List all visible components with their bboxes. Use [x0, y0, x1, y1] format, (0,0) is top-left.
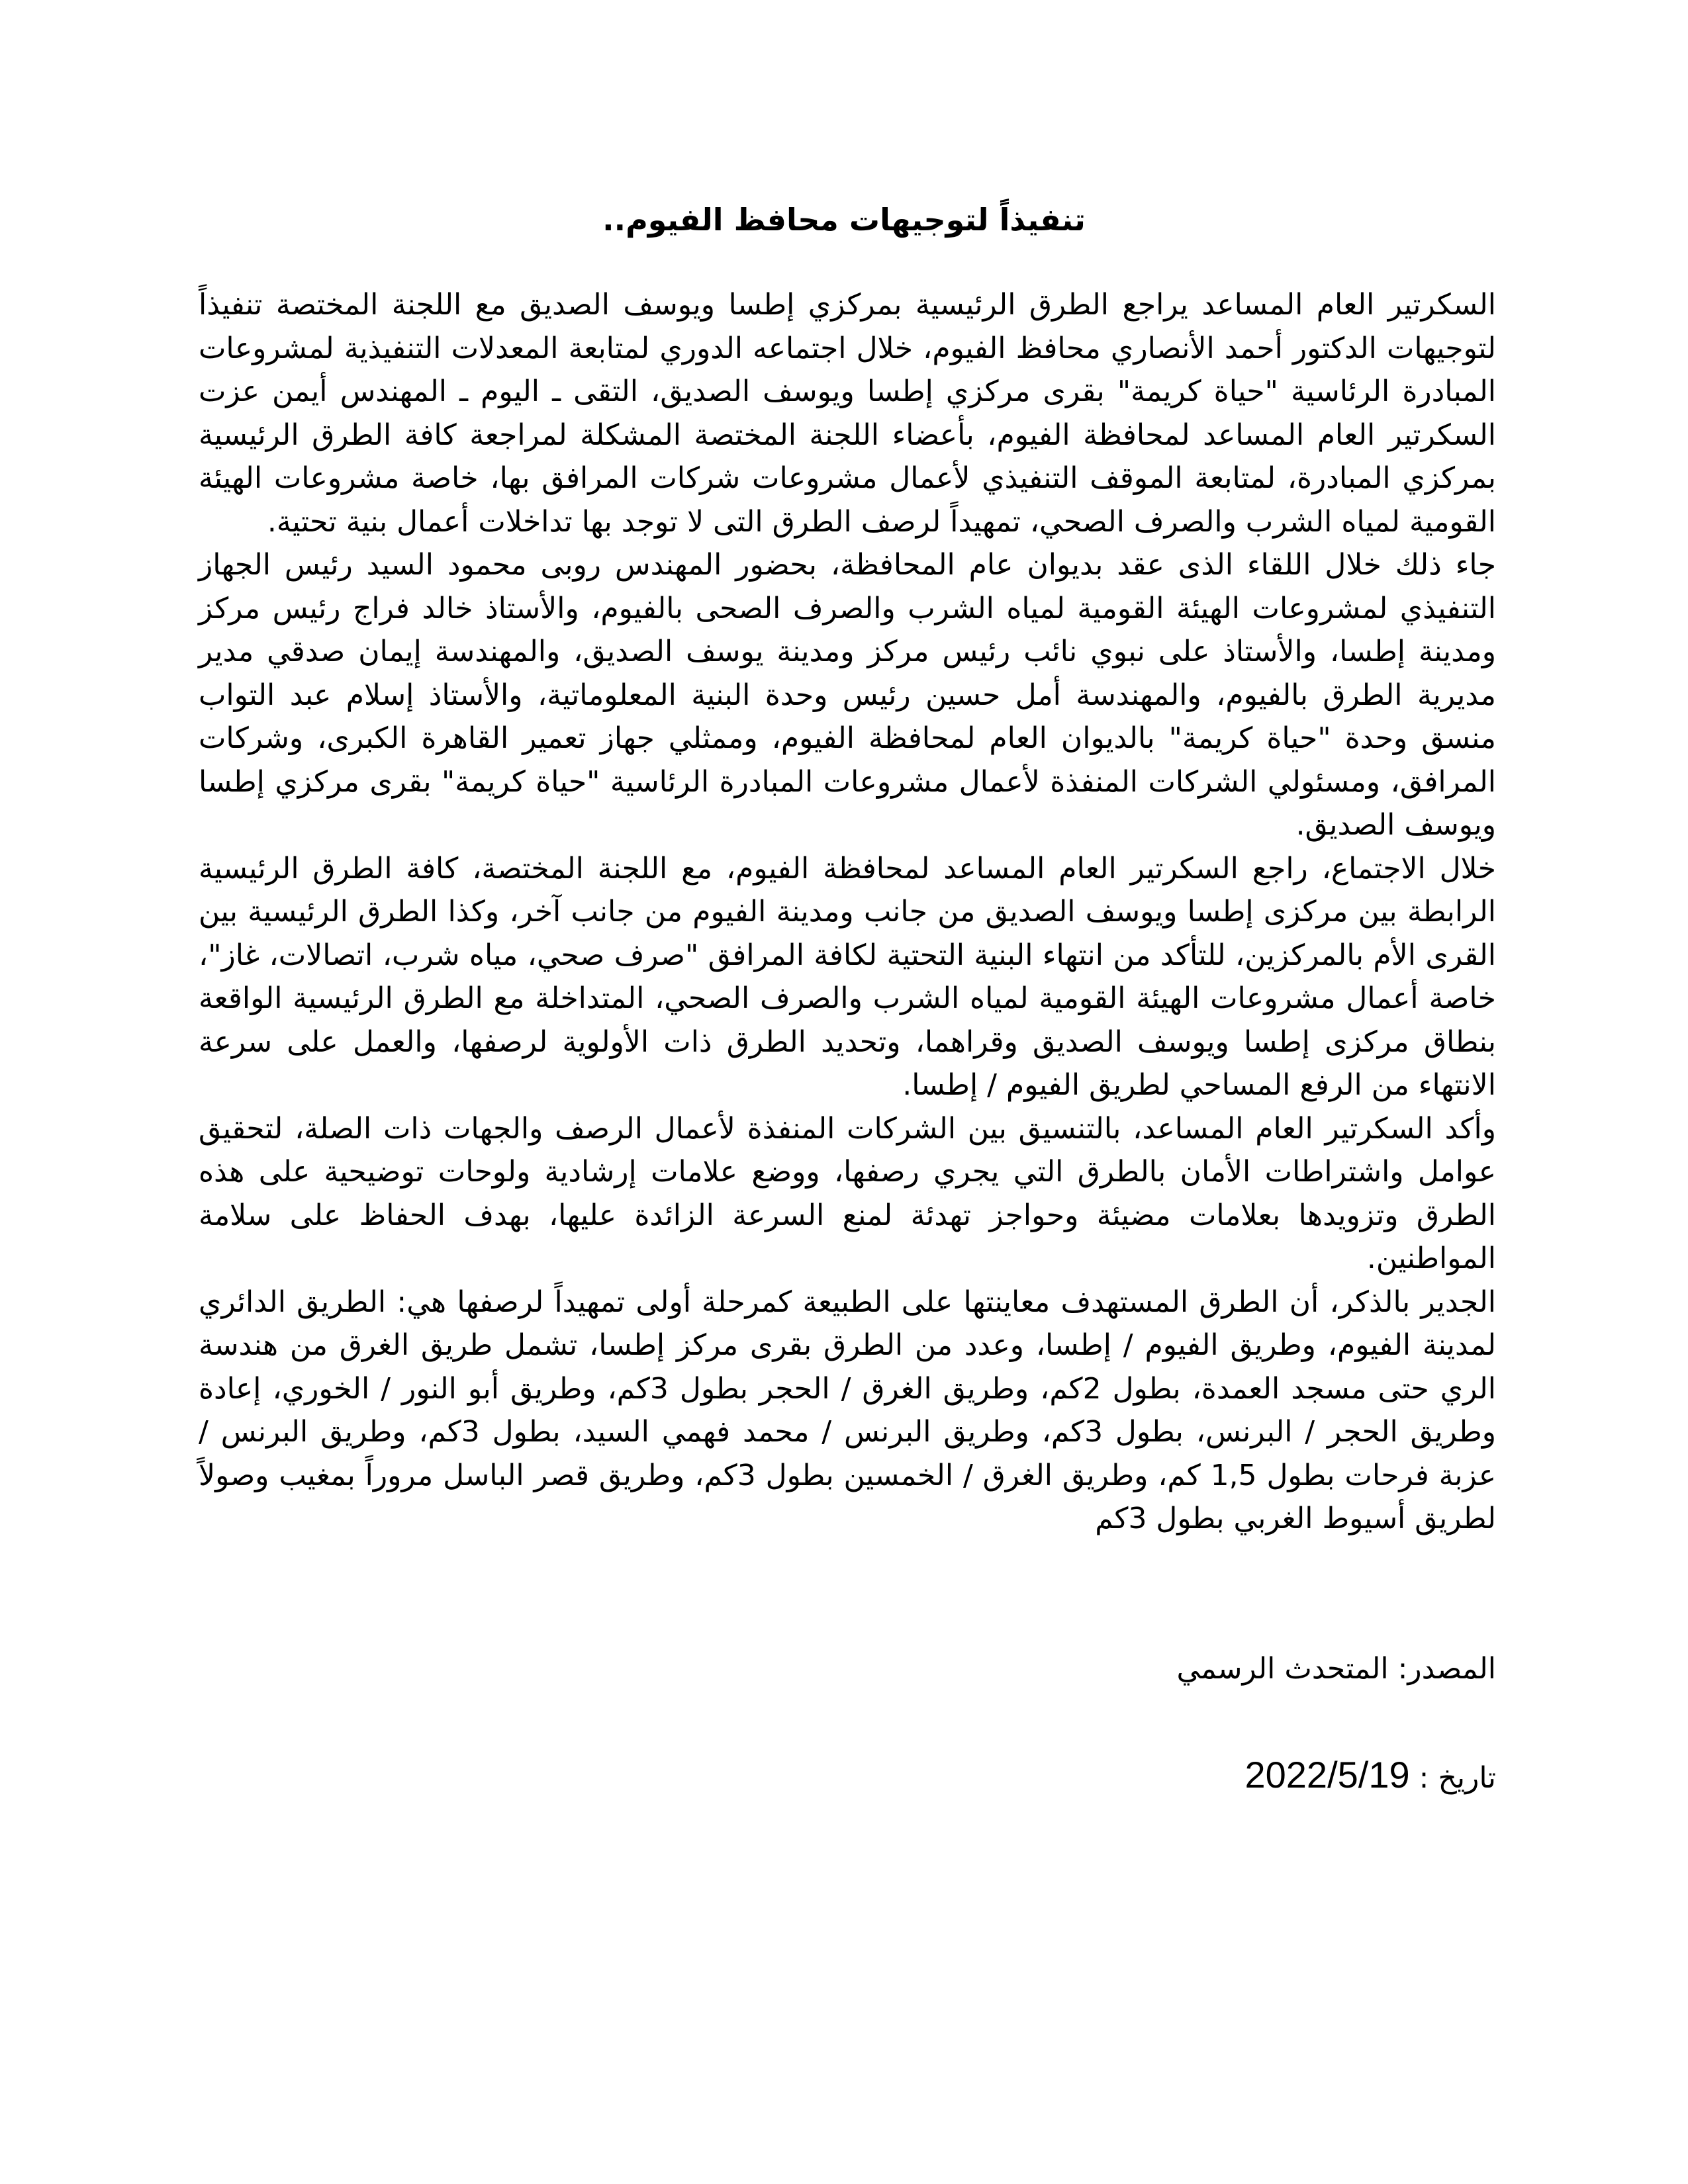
paragraph: وأكد السكرتير العام المساعد، بالتنسيق بين الشركات المنفذة لأعمال الرصف والجهات ذات الصلة، لتحقيق عوامل واشتراطات الأمان بالطرق التي يجري رصفها، ووضع علامات إرشادية ولوحات توضيحية على هذه الطرق وتزويدها بعلامات مضيئة وحواجز تهدئة لمنع السرعة الزائدة عليها، بهدف الحفاظ على سلامة المواطنين.	[199, 1111, 1496, 1275]
document-title: تنفيذاً لتوجيهات محافظ الفيوم..	[602, 202, 1086, 238]
paragraph: الجدير بالذكر، أن الطرق المستهدف معاينتها على الطبيعة كمرحلة أولى تمهيداً لرصفها هي: الطريق الدائري لمدينة الفيوم، وطريق الفيوم / إطسا، وعدد من الطرق بقرى مركز إطسا، تشمل طريق الغرق من هندسة الري حتى مسجد العمدة، بطول 2كم، وطريق الغرق / الحجر بطول 3كم، وطريق أبو النور / الخوري، إعادة وطريق الحجر / البرنس، بطول 3كم، وطريق البرنس / محمد فهمي السيد، بطول 3كم، وطريق البرنس / عزبة فرحات بطول 1,5 كم، وطريق الغرق / الخمسين بطول 3كم، وطريق قصر الباسل مروراً بمغيب وصولاً لطريق أسيوط الغربي بطول 3كم	[199, 1285, 1497, 1535]
paragraph: جاء ذلك خلال اللقاء الذى عقد بديوان عام المحافظة، بحضور المهندس روبى محمود السيد رئيس الجهاز التنفيذي لمشروعات الهيئة القومية لمياه الشرب والصرف الصحى بالفيوم، والأستاذ خالد فراج رئيس مركز ومدينة إطسا، والأستاذ على نبوي نائب رئيس مركز ومدينة يوسف الصديق، والمهندسة إيمان صدقي مدير مديرية الطرق بالفيوم، والمهندسة أمل حسين رئيس وحدة البنية المعلوماتية، والأستاذ إسلام عبد التواب منسق وحدة "حياة كريمة" بالديوان العام لمحافظة الفيوم، وممثلي جهاز تعمير القاهرة الكبرى، وشركات المرافق، ومسئولي الشركات المنفذة لأعمال مشروعات المبادرة الرئاسية "حياة كريمة" بقرى مركزي إطسا ويوسف الصديق.	[199, 548, 1496, 842]
date-line	[199, 1754, 1496, 1799]
source-line: المصدر: المتحدث الرسمي	[1176, 1652, 1496, 1686]
date-label: تاريخ :	[1419, 1761, 1496, 1795]
paragraph: خلال الاجتماع، راجع السكرتير العام المساعد لمحافظة الفيوم، مع اللجنة المختصة، كافة الطرق الرئيسية الرابطة بين مركزى إطسا ويوسف الصديق من جانب ومدينة الفيوم من جانب آخر، وكذا الطرق الرئيسية بين القرى الأم بالمركزين، للتأكد من انتهاء البنية التحتية لكافة المرافق "صرف صحي، مياه شرب، اتصالات، غاز"، خاصة أعمال مشروعات الهيئة القومية لمياه الشرب والصرف الصحي، المتداخلة مع الطرق الرئيسية الواقعة بنطاق مركزى إطسا ويوسف الصديق وقراهما، وتحديد الطرق ذات الأولوية لرصفها، والعمل على سرعة الانتهاء من الرفع المساحي لطريق الفيوم / إطسا.	[199, 851, 1496, 1102]
date-value: 2022/5/19	[1244, 1754, 1410, 1796]
document-body	[199, 283, 1496, 1541]
paragraph: السكرتير العام المساعد يراجع الطرق الرئيسية بمركزي إطسا ويوسف الصديق مع اللجنة المختصة تنفيذاً لتوجيهات الدكتور أحمد الأنصاري محافظ الفيوم، خلال اجتماعه الدوري لمتابعة المعدلات التنفيذية لمشروعات المبادرة الرئاسية "حياة كريمة" بقرى مركزي إطسا ويوسف الصديق، التقى ـ اليوم ـ المهندس أيمن عزت السكرتير العام المساعد لمحافظة الفيوم، بأعضاء اللجنة المختصة المشكلة لمراجعة كافة الطرق الرئيسية بمركزي المبادرة، لمتابعة الموقف التنفيذي لأعمال مشروعات شركات المرافق بها، خاصة مشروعات الهيئة القومية لمياه الشرب والصرف الصحي، تمهيداً لرصف الطرق التى لا توجد بها تداخلات أعمال بنية تحتية.	[199, 288, 1496, 539]
